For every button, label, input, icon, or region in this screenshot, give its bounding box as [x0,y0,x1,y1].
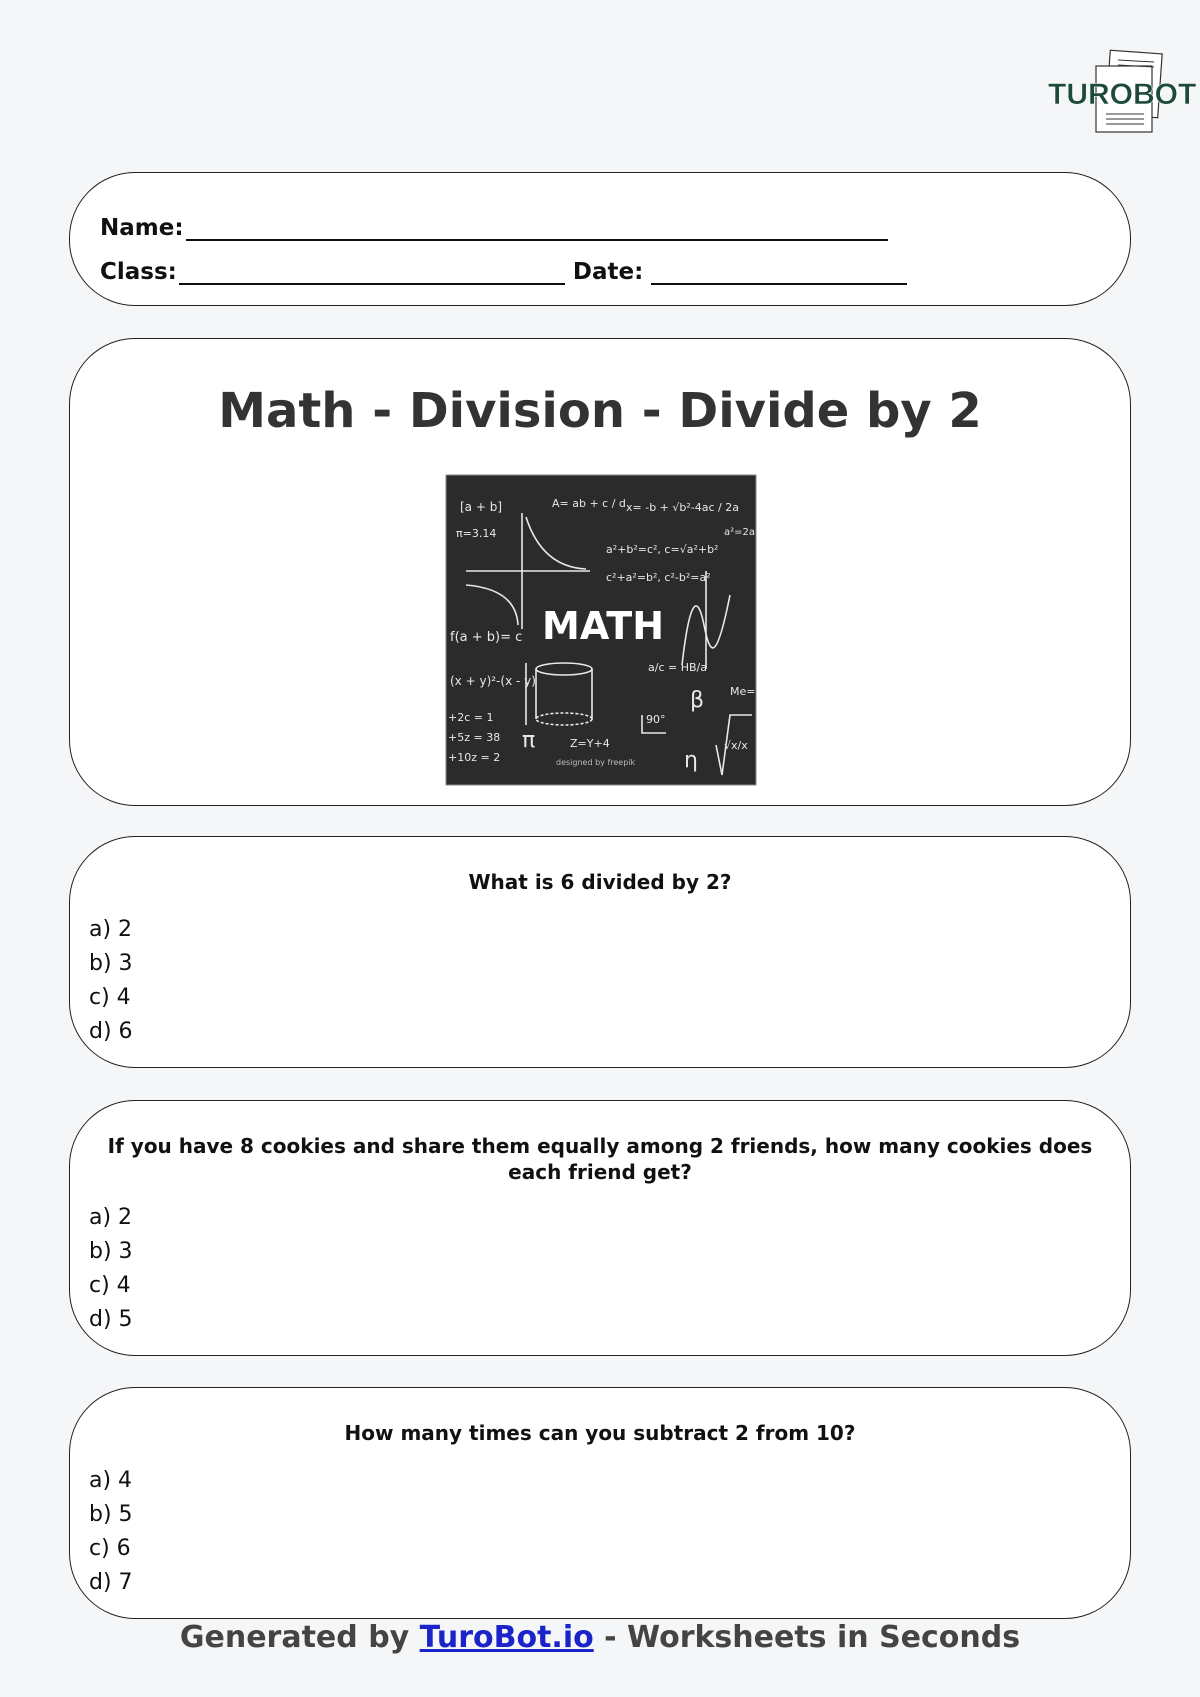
svg-text:[a + b]: [a + b] [460,500,503,514]
class-date-row [100,257,907,285]
svg-text:x= -b + √b²-4ac / 2a: x= -b + √b²-4ac / 2a [626,501,739,514]
svg-text:Me=: Me= [730,685,756,698]
footer-suffix: - Worksheets in Seconds [593,1620,1021,1655]
svg-text:β: β [690,688,705,713]
svg-text:f(a + b)= c: f(a + b)= c [450,630,523,645]
student-info-card [69,172,1131,306]
option-a[interactable]: a) 2 [89,917,133,942]
options-list [89,1201,133,1337]
option-c[interactable]: c) 4 [89,985,131,1010]
svg-text:(x + y)²-(x - y): (x + y)²-(x - y) [450,674,536,688]
svg-text:a/c = HB/a: a/c = HB/a [648,661,707,674]
svg-text:+5z = 38: +5z = 38 [448,731,501,744]
svg-text:90°: 90° [646,713,666,726]
question-card-3 [69,1387,1131,1619]
name-row [100,213,888,241]
svg-text:Z=Y+4: Z=Y+4 [570,737,610,750]
options-list [89,913,133,1049]
option-d[interactable]: d) 5 [89,1307,133,1332]
option-d[interactable]: d) 7 [89,1570,133,1595]
svg-text:a²+b²=c², c=√a²+b²: a²+b²=c², c=√a²+b² [606,543,719,556]
question-text: If you have 8 cookies and share them equally among 2 friends, how many cookies does each friend get? [107,1134,1093,1184]
option-c[interactable]: c) 4 [89,1273,131,1298]
svg-text:A= ab + c / d: A= ab + c / d [552,497,626,510]
svg-text:a²=2a: a²=2a [724,527,756,538]
svg-text:c²+a²=b², c²-b²=a²: c²+a²=b², c²-b²=a² [606,571,711,584]
question-card-1 [69,836,1131,1068]
class-field[interactable] [179,257,565,285]
name-label: Name: [100,215,184,241]
date-label: Date: [572,259,644,285]
question-card-2 [69,1100,1131,1356]
turobot-logo [1046,50,1197,138]
svg-text:+2c = 1: +2c = 1 [448,711,494,724]
image-credit: designed by freepik [556,758,636,767]
math-word: MATH [542,604,664,648]
option-b[interactable]: b) 3 [89,951,133,976]
svg-text:π=3.14: π=3.14 [456,527,497,540]
svg-text:√x/x: √x/x [724,739,748,752]
class-label: Class: [100,259,177,285]
worksheet-title: Math - Division - Divide by 2 [218,383,982,439]
option-a[interactable]: a) 2 [89,1205,133,1230]
footer-prefix: Generated by [179,1620,420,1655]
date-field[interactable] [651,257,907,285]
name-field[interactable] [186,213,888,241]
question-text: How many times can you subtract 2 from 10? [344,1421,856,1445]
worksheet-title-card [69,338,1131,806]
svg-text:+10z = 2: +10z = 2 [448,751,501,764]
question-text: What is 6 divided by 2? [468,870,732,894]
option-c[interactable]: c) 6 [89,1536,131,1561]
option-b[interactable]: b) 5 [89,1502,133,1527]
options-list [89,1464,133,1600]
option-a[interactable]: a) 4 [89,1468,133,1493]
option-b[interactable]: b) 3 [89,1239,133,1264]
svg-text:η: η [684,748,698,773]
logo-text: TUROBOT [1048,78,1197,111]
footer [0,1620,1200,1655]
math-chalkboard-image [446,475,756,785]
option-d[interactable]: d) 6 [89,1019,133,1044]
svg-text:π: π [522,728,536,753]
turobot-link[interactable]: TuroBot.io [419,1620,594,1655]
